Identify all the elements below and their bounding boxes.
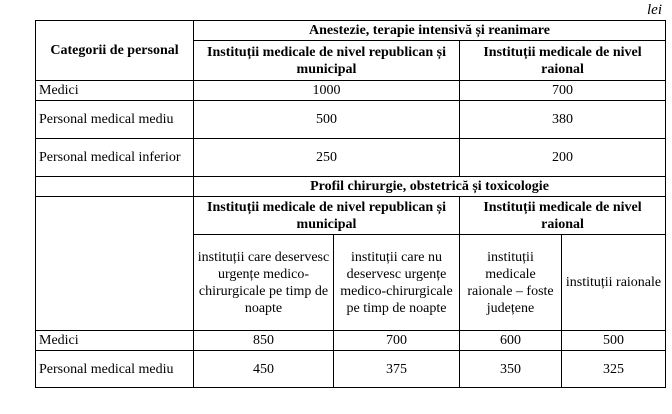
category-cell: Personal medical mediu <box>36 101 194 139</box>
value-cell: 250 <box>194 139 460 177</box>
sub-header-cell: instituții care nu deservesc urgențe medico-chirurgicale pe timp de noapte <box>334 235 460 331</box>
table-row <box>36 139 666 177</box>
table-row <box>36 351 666 388</box>
value-cell: 380 <box>460 101 666 139</box>
value-cell: 700 <box>460 81 666 101</box>
table-row <box>36 197 666 235</box>
value-cell: 325 <box>562 351 666 388</box>
category-cell: Personal medical inferior <box>36 139 194 177</box>
table-row <box>36 21 666 41</box>
category-cell: Medici <box>36 81 194 101</box>
value-cell: 600 <box>460 331 562 351</box>
section-title-surgery: Profil chirurgie, obstetrică și toxicologie <box>194 177 666 197</box>
currency-unit-label: lei <box>647 2 662 18</box>
row-header: Categorii de personal <box>36 21 194 81</box>
table-row <box>36 101 666 139</box>
value-cell: 500 <box>194 101 460 139</box>
value-cell: 1000 <box>194 81 460 101</box>
value-cell: 200 <box>460 139 666 177</box>
salary-table <box>35 20 666 388</box>
col-header-raional: Instituții medicale de nivel raional <box>460 197 666 235</box>
value-cell: 500 <box>562 331 666 351</box>
section-title-anesthesia: Anestezie, terapie intensivă și reanimare <box>194 21 666 41</box>
col-header-raional: Instituții medicale de nivel raional <box>460 41 666 81</box>
sub-header-cell: instituții care deservesc urgențe medico-chirurgicale pe timp de noapte <box>194 235 334 331</box>
empty-cell <box>36 197 194 331</box>
col-header-republican: Instituții medicale de nivel republican și municipal <box>194 197 460 235</box>
value-cell: 375 <box>334 351 460 388</box>
value-cell: 700 <box>334 331 460 351</box>
sub-header-cell: instituții medicale raionale – foste județene <box>460 235 562 331</box>
value-cell: 850 <box>194 331 334 351</box>
value-cell: 450 <box>194 351 334 388</box>
col-header-republican: Instituții medicale de nivel republican și municipal <box>194 41 460 81</box>
table-row <box>36 81 666 101</box>
table-row <box>36 331 666 351</box>
category-cell: Medici <box>36 331 194 351</box>
category-cell: Personal medical mediu <box>36 351 194 388</box>
value-cell: 350 <box>460 351 562 388</box>
table-row <box>36 177 666 197</box>
empty-cell <box>36 177 194 197</box>
sub-header-cell: instituții raionale <box>562 235 666 331</box>
